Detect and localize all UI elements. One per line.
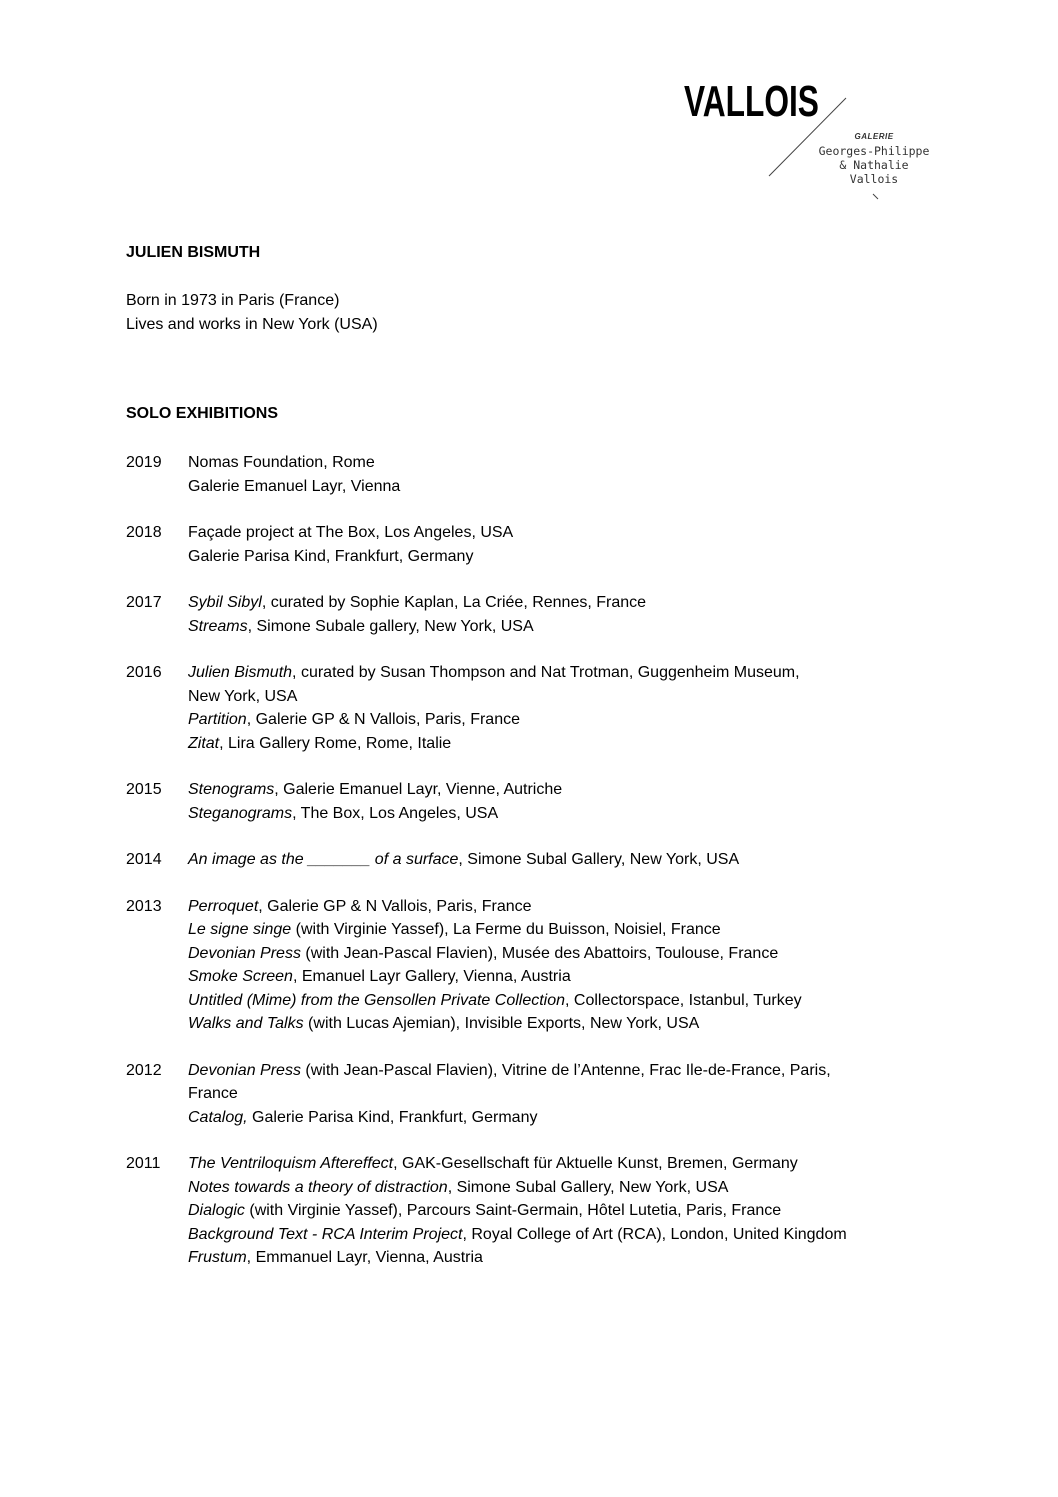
exhibition-year: 2015 — [126, 781, 162, 798]
exhibition-title: Stenograms — [188, 781, 275, 798]
exhibition-details: , Royal College of Art (RCA), London, United Kingdom — [462, 1225, 847, 1243]
exhibition-entry — [188, 685, 1006, 709]
exhibition-entry — [188, 708, 1006, 732]
year-group — [126, 591, 1006, 638]
gallery-logo — [684, 77, 944, 210]
exhibition-entries — [188, 1152, 1006, 1270]
exhibition-title: Devonian Press — [188, 1061, 301, 1079]
exhibition-entries — [188, 895, 1006, 1036]
exhibition-entry — [188, 615, 1006, 639]
exhibition-entry — [188, 1059, 1006, 1083]
exhibition-details: , Emanuel Layr Gallery, Vienna, Austria — [292, 968, 571, 985]
exhibition-year: 2011 — [126, 1155, 161, 1172]
exhibition-entries — [188, 1059, 1006, 1130]
exhibition-details: , Simone Subal Gallery, New York, USA — [458, 851, 740, 868]
bio-lives: Lives and works in New York (USA) — [126, 316, 378, 333]
exhibition-entry — [188, 475, 1006, 499]
exhibition-entries — [188, 591, 1006, 638]
exhibition-year: 2017 — [126, 594, 162, 611]
exhibition-details: Galerie Parisa Kind, Frankfurt, Germany — [188, 547, 474, 565]
exhibition-details: (with Virginie Yassef), Parcours Saint-Germain, Hôtel Lutetia, Paris, France — [244, 1202, 782, 1219]
exhibition-details: (with Jean-Pascal Flavien), Vitrine de l’Antenne, Frac Ile-de-France, Paris, — [300, 1061, 831, 1079]
exhibition-entry — [188, 965, 1006, 989]
exhibition-entry — [188, 989, 1006, 1013]
exhibition-entry — [188, 591, 1006, 615]
exhibition-title: The Ventriloquism Aftereffect — [188, 1155, 394, 1172]
exhibition-entry — [188, 1223, 1006, 1247]
exhibition-year: 2018 — [126, 524, 162, 541]
exhibition-entries — [188, 521, 1006, 568]
exhibition-details: , Simone Subale gallery, New York, USA — [247, 617, 534, 635]
exhibition-title: Untitled (Mime) from the Gensollen Private Collection — [188, 991, 566, 1009]
exhibition-entry — [188, 918, 1006, 942]
exhibition-title: Notes towards a theory of distraction — [188, 1178, 448, 1196]
exhibition-title: Perroquet — [188, 897, 259, 915]
exhibition-details: , Collectorspace, Istanbul, Turkey — [565, 991, 802, 1009]
year-group — [126, 848, 1006, 872]
exhibition-title: Frustum — [188, 1249, 247, 1266]
exhibition-details: Nomas Foundation, Rome — [188, 454, 375, 471]
exhibition-entry — [188, 1246, 1006, 1270]
exhibition-entry — [188, 545, 1006, 569]
exhibitions-list — [126, 451, 1006, 1293]
exhibition-details: , Galerie Emanuel Layr, Vienne, Autriche — [274, 781, 563, 798]
exhibition-details: , Lira Gallery Rome, Rome, Italie — [219, 734, 452, 752]
exhibition-entry — [188, 1152, 1006, 1176]
exhibition-entry — [188, 778, 1006, 802]
exhibition-year: 2019 — [126, 454, 162, 471]
exhibition-title: Zitat — [188, 734, 220, 752]
exhibition-details: (with Jean-Pascal Flavien), Musée des Abattoirs, Toulouse, France — [300, 944, 779, 962]
exhibition-details: France — [188, 1085, 238, 1102]
logo-line-3: Vallois — [849, 172, 899, 186]
logo-line-2: & Nathalie — [839, 158, 909, 172]
exhibition-entries — [188, 778, 1006, 825]
exhibition-details: , curated by Susan Thompson and Nat Trotman, Guggenheim Museum, — [292, 664, 800, 681]
artist-name: JULIEN BISMUTH — [126, 244, 261, 261]
exhibition-entries — [188, 661, 1006, 755]
year-group — [126, 1059, 1006, 1130]
exhibition-year: 2016 — [126, 664, 162, 681]
exhibition-title: Catalog, — [188, 1108, 248, 1126]
exhibition-title: Sybil Sibyl — [188, 594, 262, 611]
exhibition-title: Streams — [188, 617, 248, 635]
exhibition-details: , curated by Sophie Kaplan, La Criée, Rennes, France — [261, 594, 647, 611]
year-group — [126, 521, 1006, 568]
year-group — [126, 778, 1006, 825]
exhibition-details: Galerie Emanuel Layr, Vienna — [188, 477, 401, 495]
exhibition-entry — [188, 848, 1006, 872]
exhibition-title: Walks and Talks — [188, 1015, 304, 1032]
exhibition-entry — [188, 1176, 1006, 1200]
exhibition-title: Partition — [188, 711, 247, 728]
exhibition-entry — [188, 732, 1006, 756]
year-group — [126, 661, 1006, 755]
exhibition-details: Façade project at The Box, Los Angeles, USA — [188, 524, 514, 541]
exhibition-details: (with Virginie Yassef), La Ferme du Buisson, Noisiel, France — [291, 921, 721, 938]
exhibition-details: New York, USA — [188, 687, 298, 705]
exhibition-year: 2012 — [126, 1061, 162, 1079]
section-title-solo-exhibitions: SOLO EXHIBITIONS — [126, 405, 279, 422]
exhibition-title: Devonian Press — [188, 944, 301, 962]
exhibition-title: Le signe singe — [188, 921, 292, 938]
exhibition-title: An image as the _______ of a surface — [188, 851, 459, 868]
exhibition-entry — [188, 451, 1006, 475]
exhibition-entry — [188, 1199, 1006, 1223]
logo-line-1: Georges-Philippe — [818, 144, 930, 158]
exhibition-entry — [188, 895, 1006, 919]
artist-bio — [126, 289, 378, 337]
exhibition-title: Steganograms — [188, 804, 293, 822]
logo-wordmark: VALLOIS — [684, 77, 819, 126]
exhibition-details: , Simone Subal Gallery, New York, USA — [447, 1178, 729, 1196]
exhibition-details: (with Lucas Ajemian), Invisible Exports, New York, USA — [303, 1015, 700, 1032]
exhibition-title: Smoke Screen — [188, 968, 293, 985]
exhibition-title: Dialogic — [188, 1202, 245, 1219]
exhibition-details: , GAK-Gesellschaft für Aktuelle Kunst, Bremen, Germany — [393, 1155, 798, 1172]
logo-galerie-label: GALERIE — [854, 132, 894, 141]
exhibition-details: , The Box, Los Angeles, USA — [292, 804, 499, 822]
exhibition-details: , Emmanuel Layr, Vienna, Austria — [246, 1249, 483, 1266]
exhibition-year: 2014 — [126, 851, 162, 868]
exhibition-title: Julien Bismuth — [188, 664, 293, 681]
exhibition-entry — [188, 1012, 1006, 1036]
exhibition-entry — [188, 942, 1006, 966]
logo-subtitle — [816, 130, 932, 186]
exhibition-year: 2013 — [126, 897, 162, 915]
year-group — [126, 1152, 1006, 1270]
exhibition-entries — [188, 451, 1006, 498]
exhibition-entry — [188, 1082, 1006, 1106]
exhibition-entry — [188, 521, 1006, 545]
exhibition-entry — [188, 661, 1006, 685]
year-group — [126, 451, 1006, 498]
exhibition-details: Galerie Parisa Kind, Frankfurt, Germany — [247, 1108, 538, 1126]
exhibition-details: , Galerie GP & N Vallois, Paris, France — [246, 711, 520, 728]
exhibition-entry — [188, 1106, 1006, 1130]
exhibition-entry — [188, 802, 1006, 826]
exhibition-entries — [188, 848, 1006, 872]
exhibition-details: , Galerie GP & N Vallois, Paris, France — [258, 897, 532, 915]
exhibition-title: Background Text - RCA Interim Project — [188, 1225, 463, 1243]
year-group — [126, 895, 1006, 1036]
bio-born: Born in 1973 in Paris (France) — [126, 292, 340, 309]
